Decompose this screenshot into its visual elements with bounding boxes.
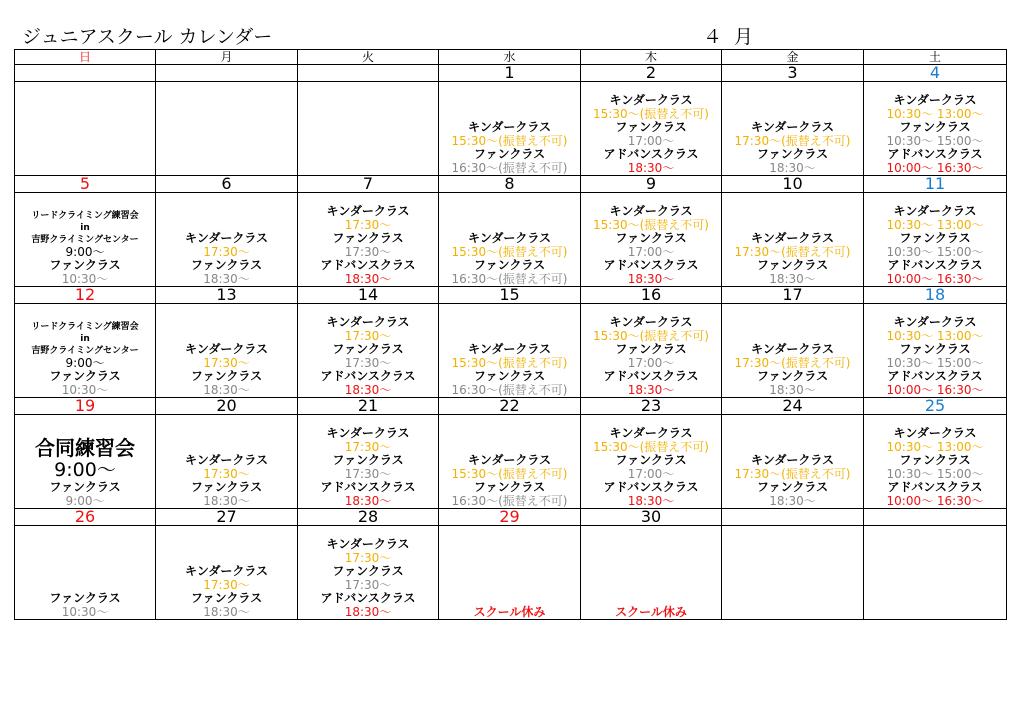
- schedule-lines: [581, 606, 721, 620]
- schedule-line: 16:30～(振替え不可): [451, 493, 568, 508]
- day-cell: [15, 193, 156, 287]
- date-number: 24: [722, 398, 864, 415]
- schedule-lines: [581, 427, 721, 508]
- schedule-line: 17:30～: [344, 439, 392, 454]
- date-row: [15, 65, 1007, 82]
- date-number: 18: [864, 287, 1007, 304]
- schedule-line: キンダークラス: [467, 231, 552, 245]
- schedule-row: [15, 304, 1007, 398]
- schedule-lines: [864, 316, 1006, 397]
- schedule-line: キンダークラス: [467, 120, 552, 134]
- schedule-line: 15:30～(振替え不可): [593, 328, 709, 343]
- date-number: 9: [581, 176, 722, 193]
- schedule-line: キンダークラス: [184, 231, 269, 245]
- schedule-line: ファンクラス: [49, 369, 121, 383]
- day-cell: [156, 304, 298, 398]
- date-number: 17: [722, 287, 864, 304]
- schedule-line: 17:30～: [203, 466, 250, 481]
- schedule-line: キンダークラス: [750, 342, 835, 356]
- schedule-line: ファンクラス: [49, 258, 121, 272]
- schedule-line: アドバンスクラス: [887, 147, 983, 161]
- schedule-line: ファンクラス: [473, 480, 546, 494]
- schedule-line: ファンクラス: [49, 591, 121, 605]
- schedule-line: 18:30～: [769, 493, 816, 508]
- day-cell: [722, 193, 864, 287]
- schedule-line: ファンクラス: [49, 480, 121, 494]
- schedule-line: 18:30～: [203, 604, 250, 619]
- schedule-line: 17:30～: [344, 217, 392, 232]
- schedule-lines: [15, 436, 155, 508]
- schedule-line: in: [80, 333, 90, 344]
- date-number: 5: [15, 176, 156, 193]
- day-cell: [581, 304, 722, 398]
- date-number: 26: [15, 509, 156, 526]
- schedule-lines: [722, 343, 863, 397]
- schedule-line: 15:30～(振替え不可): [593, 439, 709, 454]
- date-number: 19: [15, 398, 156, 415]
- schedule-line: 10:30～: [61, 382, 109, 397]
- date-row: [15, 398, 1007, 415]
- day-cell: [156, 415, 298, 509]
- date-number: [722, 509, 864, 526]
- schedule-line: 18:30～: [627, 271, 675, 286]
- date-number: 11: [864, 176, 1007, 193]
- day-cell: [722, 526, 864, 620]
- schedule-line: ファンクラス: [332, 453, 404, 467]
- weekday-wed: 水: [439, 50, 581, 65]
- schedule-line: 17:30～: [344, 328, 392, 343]
- date-row: [15, 176, 1007, 193]
- schedule-line: アドバンスクラス: [320, 258, 416, 272]
- schedule-line: ファンクラス: [756, 258, 829, 272]
- date-number: 27: [156, 509, 298, 526]
- schedule-line: キンダークラス: [326, 204, 410, 218]
- schedule-row: [15, 82, 1007, 176]
- schedule-lines: [581, 94, 721, 175]
- schedule-line: 18:30～: [769, 382, 816, 397]
- schedule-line: キンダークラス: [750, 120, 835, 134]
- schedule-line: 10:30～ 15:00～: [886, 133, 984, 148]
- schedule-line: アドバンスクラス: [887, 369, 983, 383]
- date-number: 14: [298, 287, 439, 304]
- day-cell: [864, 82, 1007, 176]
- schedule-lines: [15, 210, 155, 287]
- schedule-line: ファンクラス: [190, 591, 263, 605]
- weekday-sun: 日: [15, 50, 156, 65]
- schedule-lines: [298, 205, 438, 286]
- schedule-lines: [439, 121, 580, 175]
- schedule-line: 9:00～: [65, 493, 105, 508]
- date-number: [298, 65, 439, 82]
- schedule-line: アドバンスクラス: [603, 369, 699, 383]
- schedule-line: 17:30～: [203, 577, 250, 592]
- schedule-line: アドバンスクラス: [603, 147, 699, 161]
- schedule-line: キンダークラス: [893, 315, 977, 329]
- schedule-line: アドバンスクラス: [320, 591, 416, 605]
- day-cell: [15, 304, 156, 398]
- schedule-line: リードクライミング練習会: [31, 210, 139, 221]
- schedule-line: アドバンスクラス: [320, 480, 416, 494]
- schedule-line: キンダークラス: [893, 426, 977, 440]
- schedule-line: キンダークラス: [467, 453, 552, 467]
- date-number: 23: [581, 398, 722, 415]
- day-cell: [864, 304, 1007, 398]
- schedule-line: 10:30～ 13:00～: [886, 217, 984, 232]
- schedule-line: ファンクラス: [615, 231, 687, 245]
- schedule-lines: [156, 343, 297, 397]
- day-cell: [15, 526, 156, 620]
- schedule-line: 17:30～: [344, 577, 392, 592]
- date-number: 6: [156, 176, 298, 193]
- schedule-lines: [439, 232, 580, 286]
- schedule-line: 15:30～(振替え不可): [593, 217, 709, 232]
- schedule-line: ファンクラス: [899, 453, 971, 467]
- schedule-line: 16:30～(振替え不可): [451, 160, 568, 175]
- date-row: [15, 287, 1007, 304]
- schedule-line: リードクライミング練習会: [31, 321, 139, 332]
- schedule-line: 10:30～ 15:00～: [886, 355, 984, 370]
- schedule-line: アドバンスクラス: [320, 369, 416, 383]
- schedule-line: ファンクラス: [190, 258, 263, 272]
- schedule-line: キンダークラス: [326, 537, 410, 551]
- schedule-line: ファンクラス: [756, 480, 829, 494]
- date-number: 30: [581, 509, 722, 526]
- schedule-line: ファンクラス: [615, 120, 687, 134]
- schedule-lines: [15, 321, 155, 398]
- date-row: [15, 509, 1007, 526]
- schedule-line: ファンクラス: [473, 147, 546, 161]
- day-cell: [439, 82, 581, 176]
- schedule-line: 18:30～: [769, 160, 816, 175]
- schedule-line: 15:30～(振替え不可): [451, 133, 568, 148]
- schedule-line: 15:30～(振替え不可): [593, 106, 709, 121]
- schedule-lines: [156, 565, 297, 619]
- schedule-line: ファンクラス: [756, 369, 829, 383]
- schedule-line: 17:30～: [203, 355, 250, 370]
- schedule-line: 合同練習会: [35, 436, 135, 460]
- schedule-line: 10:30～ 13:00～: [886, 106, 984, 121]
- date-number: 8: [439, 176, 581, 193]
- schedule-line: 17:30～: [344, 466, 392, 481]
- day-cell: [15, 82, 156, 176]
- schedule-lines: [298, 427, 438, 508]
- day-cell: [864, 415, 1007, 509]
- schedule-line: 17:30～(振替え不可): [734, 244, 851, 259]
- schedule-lines: [15, 592, 155, 619]
- date-number: 29: [439, 509, 581, 526]
- schedule-line: キンダークラス: [184, 453, 269, 467]
- schedule-line: 17:00～: [627, 466, 675, 481]
- schedule-line: アドバンスクラス: [603, 480, 699, 494]
- date-number: 25: [864, 398, 1007, 415]
- schedule-line: キンダークラス: [467, 342, 552, 356]
- schedule-line: 10:30～ 13:00～: [886, 328, 984, 343]
- schedule-line: キンダークラス: [609, 204, 693, 218]
- date-number: 4: [864, 65, 1007, 82]
- schedule-line: 10:30～ 15:00～: [886, 244, 984, 259]
- schedule-line: 10:00～ 16:30～: [886, 382, 984, 397]
- calendar-table: [14, 49, 1007, 620]
- schedule-line: 18:30～: [203, 493, 250, 508]
- day-cell: [439, 304, 581, 398]
- schedule-line: キンダークラス: [609, 426, 693, 440]
- schedule-line: 吉野クライミングセンター: [31, 234, 139, 245]
- weekday-sat: 土: [864, 50, 1007, 65]
- schedule-line: ファンクラス: [190, 480, 263, 494]
- schedule-line: 吉野クライミングセンター: [31, 345, 139, 356]
- day-cell: [439, 526, 581, 620]
- schedule-line: 18:30～: [627, 493, 675, 508]
- day-cell: [722, 415, 864, 509]
- schedule-line: 15:30～(振替え不可): [451, 355, 568, 370]
- schedule-line: ファンクラス: [899, 342, 971, 356]
- schedule-line: 15:30～(振替え不可): [451, 244, 568, 259]
- day-cell: [298, 193, 439, 287]
- schedule-lines: [298, 316, 438, 397]
- schedule-line: アドバンスクラス: [887, 258, 983, 272]
- day-cell: [722, 82, 864, 176]
- schedule-lines: [439, 606, 580, 620]
- schedule-lines: [722, 121, 863, 175]
- schedule-line: 17:30～: [344, 244, 392, 259]
- schedule-line: 10:00～ 16:30～: [886, 271, 984, 286]
- schedule-lines: [156, 454, 297, 508]
- weekday-tue: 火: [298, 50, 439, 65]
- day-cell: [581, 82, 722, 176]
- schedule-line: 10:00～ 16:30～: [886, 160, 984, 175]
- day-cell: [156, 82, 298, 176]
- weekday-thu: 木: [581, 50, 722, 65]
- month-label: ４ 月: [703, 26, 754, 48]
- schedule-line: ファンクラス: [332, 342, 404, 356]
- day-cell: [581, 526, 722, 620]
- day-cell: [298, 304, 439, 398]
- weekday-mon: 月: [156, 50, 298, 65]
- schedule-line: キンダークラス: [184, 564, 269, 578]
- schedule-line: キンダークラス: [184, 342, 269, 356]
- schedule-line: 10:30～ 13:00～: [886, 439, 984, 454]
- date-number: 22: [439, 398, 581, 415]
- schedule-lines: [864, 427, 1006, 508]
- schedule-line: スクール休み: [473, 604, 546, 619]
- schedule-lines: [864, 205, 1006, 286]
- schedule-line: ファンクラス: [615, 342, 687, 356]
- date-number: 16: [581, 287, 722, 304]
- schedule-line: 10:30～: [61, 604, 109, 619]
- schedule-line: キンダークラス: [326, 315, 410, 329]
- date-number: 7: [298, 176, 439, 193]
- schedule-line: 15:30～(振替え不可): [451, 466, 568, 481]
- schedule-line: 17:30～: [203, 244, 250, 259]
- date-number: 12: [15, 287, 156, 304]
- schedule-line: 17:00～: [627, 133, 675, 148]
- schedule-line: 17:30～(振替え不可): [734, 133, 851, 148]
- schedule-line: キンダークラス: [893, 93, 977, 107]
- schedule-line: 18:30～: [203, 382, 250, 397]
- date-number: 21: [298, 398, 439, 415]
- day-cell: [298, 526, 439, 620]
- date-number: 10: [722, 176, 864, 193]
- day-cell: [439, 415, 581, 509]
- schedule-line: ファンクラス: [899, 231, 971, 245]
- day-cell: [156, 193, 298, 287]
- date-number: 13: [156, 287, 298, 304]
- schedule-line: 10:30～: [61, 271, 109, 286]
- schedule-row: [15, 193, 1007, 287]
- schedule-line: ファンクラス: [190, 369, 263, 383]
- schedule-line: 10:30～ 15:00～: [886, 466, 984, 481]
- schedule-lines: [439, 343, 580, 397]
- schedule-line: ファンクラス: [756, 147, 829, 161]
- schedule-lines: [156, 232, 297, 286]
- schedule-line: キンダークラス: [326, 426, 410, 440]
- schedule-line: キンダークラス: [893, 204, 977, 218]
- schedule-line: ファンクラス: [332, 564, 404, 578]
- day-cell: [439, 193, 581, 287]
- schedule-line: 18:30～: [344, 604, 392, 619]
- schedule-line: in: [80, 222, 90, 233]
- schedule-line: 17:30～: [344, 550, 392, 565]
- day-cell: [722, 304, 864, 398]
- date-number: 1: [439, 65, 581, 82]
- schedule-line: 17:00～: [627, 244, 675, 259]
- schedule-line: 18:30～: [769, 271, 816, 286]
- schedule-line: ファンクラス: [473, 258, 546, 272]
- schedule-line: 17:30～(振替え不可): [734, 466, 851, 481]
- schedule-line: キンダークラス: [750, 453, 835, 467]
- schedule-line: キンダークラス: [609, 93, 693, 107]
- schedule-line: 18:30～: [344, 382, 392, 397]
- schedule-line: 16:30～(振替え不可): [451, 271, 568, 286]
- date-number: 15: [439, 287, 581, 304]
- day-cell: [15, 415, 156, 509]
- schedule-line: 16:30～(振替え不可): [451, 382, 568, 397]
- schedule-lines: [722, 454, 863, 508]
- day-cell: [581, 193, 722, 287]
- schedule-line: ファンクラス: [332, 231, 404, 245]
- schedule-line: 18:30～: [627, 160, 675, 175]
- schedule-line: キンダークラス: [609, 315, 693, 329]
- schedule-line: 9:00～: [54, 459, 116, 481]
- schedule-line: 17:30～(振替え不可): [734, 355, 851, 370]
- schedule-line: 18:30～: [344, 271, 392, 286]
- schedule-line: 10:00～ 16:30～: [886, 493, 984, 508]
- schedule-line: 18:30～: [344, 493, 392, 508]
- schedule-line: 9:00～: [65, 244, 105, 259]
- date-number: [15, 65, 156, 82]
- schedule-line: アドバンスクラス: [887, 480, 983, 494]
- date-number: 20: [156, 398, 298, 415]
- date-number: 28: [298, 509, 439, 526]
- schedule-line: アドバンスクラス: [603, 258, 699, 272]
- day-cell: [298, 415, 439, 509]
- schedule-line: 9:00～: [65, 355, 105, 370]
- schedule-line: 17:30～: [344, 355, 392, 370]
- schedule-line: ファンクラス: [615, 453, 687, 467]
- schedule-line: 18:30～: [203, 271, 250, 286]
- day-cell: [156, 526, 298, 620]
- schedule-line: 18:30～: [627, 382, 675, 397]
- schedule-lines: [864, 94, 1006, 175]
- date-number: 3: [722, 65, 864, 82]
- schedule-line: ファンクラス: [899, 120, 971, 134]
- day-cell: [864, 193, 1007, 287]
- weekday-fri: 金: [722, 50, 864, 65]
- schedule-line: ファンクラス: [473, 369, 546, 383]
- day-cell: [864, 526, 1007, 620]
- date-number: [864, 509, 1007, 526]
- date-number: 2: [581, 65, 722, 82]
- schedule-lines: [722, 232, 863, 286]
- calendar-title: ジュニアスクール カレンダー: [22, 26, 273, 48]
- schedule-row: [15, 415, 1007, 509]
- schedule-line: 17:00～: [627, 355, 675, 370]
- schedule-line: スクール休み: [615, 604, 687, 619]
- date-number: [156, 65, 298, 82]
- schedule-line: キンダークラス: [750, 231, 835, 245]
- schedule-lines: [581, 205, 721, 286]
- schedule-lines: [581, 316, 721, 397]
- day-cell: [581, 415, 722, 509]
- day-cell: [298, 82, 439, 176]
- schedule-row: [15, 526, 1007, 620]
- calendar-body: [15, 65, 1007, 620]
- schedule-lines: [439, 454, 580, 508]
- schedule-lines: [298, 538, 438, 619]
